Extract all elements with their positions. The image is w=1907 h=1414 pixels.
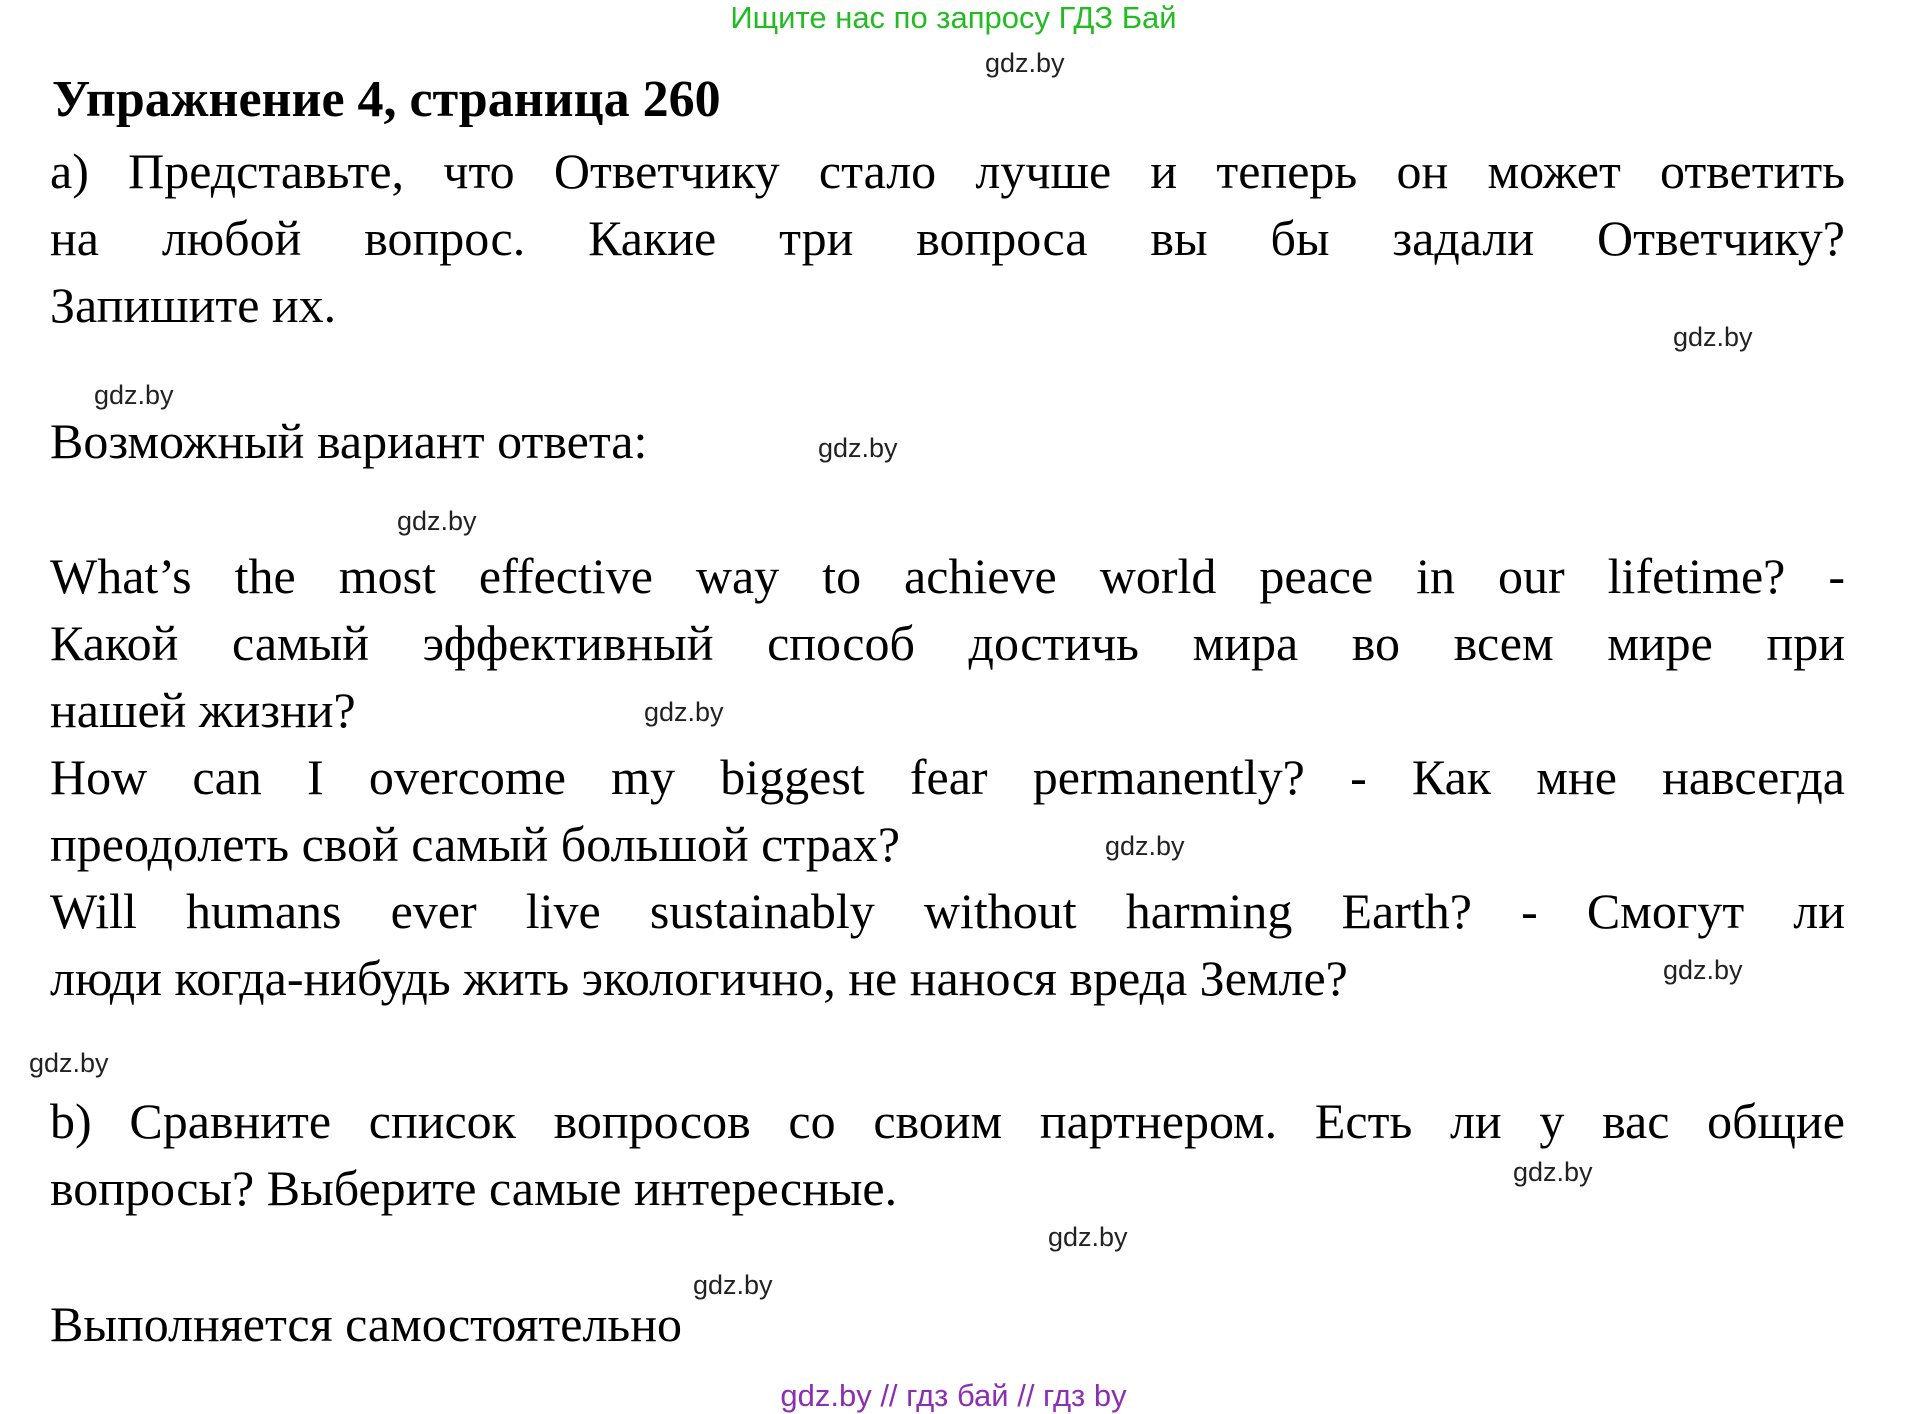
watermark: gdz.by bbox=[1513, 1157, 1593, 1187]
task-a-line: а) Представьте, что Ответчику стало лучше и теперь он может ответить bbox=[50, 143, 1845, 199]
task-b-line: b) Сравните список вопросов со своим партнером. Есть ли у вас общие bbox=[50, 1093, 1845, 1149]
answer-line: люди когда-нибудь жить экологично, не нанося вреда Земле? bbox=[50, 950, 1348, 1006]
watermark: gdz.by bbox=[1673, 322, 1753, 352]
answers-text bbox=[50, 543, 1845, 1012]
task-a-text bbox=[50, 138, 1845, 339]
task-a-line: Запишите их. bbox=[50, 277, 337, 333]
exercise-heading: Упражнение 4, страница 260 bbox=[52, 71, 721, 128]
watermark: gdz.by bbox=[985, 48, 1065, 78]
answer-label-text: Возможный вариант ответа: bbox=[50, 413, 648, 469]
watermark: gdz.by bbox=[1663, 955, 1743, 985]
final-answer bbox=[50, 1291, 1845, 1358]
answer-line: What’s the most effective way to achieve world peace in our lifetime? - bbox=[50, 548, 1845, 604]
task-a-line: на любой вопрос. Какие три вопроса вы бы задали Ответчику? bbox=[50, 210, 1845, 266]
watermark: gdz.by bbox=[94, 380, 174, 410]
footer-links: gdz.by // гдз бай // гдз by bbox=[780, 1378, 1127, 1413]
watermark: gdz.by bbox=[693, 1270, 773, 1300]
answer-line: преодолеть свой самый большой страх? bbox=[50, 816, 901, 872]
watermark: gdz.by bbox=[1048, 1222, 1128, 1252]
answer-line: нашей жизни? bbox=[50, 682, 356, 738]
top-banner: Ищите нас по запросу ГДЗ Бай bbox=[730, 0, 1177, 35]
final-answer-text: Выполняется самостоятельно bbox=[50, 1296, 682, 1352]
answer-label bbox=[50, 408, 1845, 475]
answer-line: Какой самый эффективный способ достичь мира во всем мире при bbox=[50, 615, 1845, 671]
task-b-line: вопросы? Выберите самые интересные. bbox=[50, 1160, 898, 1216]
watermark: gdz.by bbox=[644, 697, 724, 727]
answer-line: Will humans ever live sustainably without harming Earth? - Смогут ли bbox=[50, 883, 1845, 939]
watermark: gdz.by bbox=[29, 1048, 109, 1078]
watermark: gdz.by bbox=[397, 506, 477, 536]
watermark: gdz.by bbox=[1105, 831, 1185, 861]
answer-line: How can I overcome my biggest fear permanently? - Как мне навсегда bbox=[50, 749, 1845, 805]
task-b-text bbox=[50, 1088, 1845, 1222]
watermark: gdz.by bbox=[818, 433, 898, 463]
